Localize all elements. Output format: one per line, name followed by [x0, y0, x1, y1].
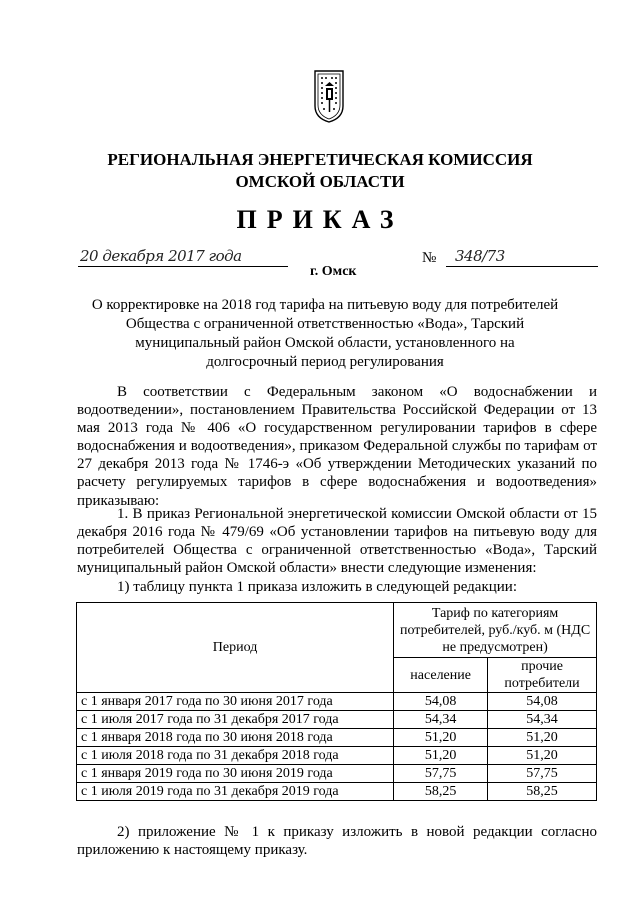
table-row [77, 765, 597, 783]
title-line: О корректировке на 2018 год тарифа на питьевую воду для потребителей [91, 297, 559, 313]
period-cell: с 1 июля 2017 года по 31 декабря 2017 года [77, 711, 394, 729]
table-row [77, 693, 597, 711]
header-other-consumers: прочие потребители [488, 658, 597, 693]
other-tariff-cell: 51,20 [488, 729, 597, 747]
header-tariff: Тариф по категориям потребителей, руб./куб. м (НДС не предусмотрен) [394, 603, 597, 658]
document-type-heading: ПРИКАЗ [236, 205, 404, 234]
title-line: долгосрочный период регулирования [206, 354, 444, 370]
document-title [70, 296, 580, 372]
period-cell: с 1 января 2018 года по 30 июня 2018 года [77, 729, 394, 747]
table-row [77, 783, 597, 801]
city-label: г. Омск [310, 264, 357, 279]
period-cell: с 1 июля 2018 года по 31 декабря 2018 года [77, 747, 394, 765]
population-tariff-cell: 57,75 [394, 765, 488, 783]
population-tariff-cell: 54,08 [394, 693, 488, 711]
subclause-1-paragraph: 1) таблицу пункта 1 приказа изложить в следующей редакции: [117, 579, 517, 595]
title-line: Общества с ограниченной ответственностью «Вода», Тарский [125, 316, 525, 332]
period-cell: с 1 января 2019 года по 30 июня 2019 года [77, 765, 394, 783]
organization-name-line1: РЕГИОНАЛЬНАЯ ЭНЕРГЕТИЧЕСКАЯ КОМИССИЯ [107, 150, 533, 169]
period-cell: с 1 января 2017 года по 30 июня 2017 года [77, 693, 394, 711]
other-tariff-cell: 54,34 [488, 711, 597, 729]
population-tariff-cell: 58,25 [394, 783, 488, 801]
table-row [77, 747, 597, 765]
organization-name-line2: ОМСКОЙ ОБЛАСТИ [235, 172, 405, 191]
other-tariff-cell: 54,08 [488, 693, 597, 711]
population-tariff-cell: 51,20 [394, 729, 488, 747]
other-tariff-cell: 57,75 [488, 765, 597, 783]
title-line: муниципальный район Омской области, установленного на [135, 335, 515, 351]
header-period: Период [77, 603, 394, 693]
other-tariff-cell: 58,25 [488, 783, 597, 801]
header-population: население [394, 658, 488, 693]
tariff-table [76, 602, 597, 801]
subclause-2-paragraph: 2) приложение № 1 к приказу изложить в новой редакции согласно приложению к настоящему приказу. [77, 824, 597, 859]
handwritten-date: 20 декабря 2017 года [80, 247, 242, 265]
preamble-paragraph: В соответствии с Федеральным законом «О водоснабжении и водоотведении», постановлением Правительства Российской Федерации от 13 мая 2013 года № 406 «О государственном регулировании тарифов в сфере водоснабжения и водоотведения», приказом Федеральной службы по тарифам от 27 декабря 2013 года № 1746-э «Об утверждении Методических указаний по расчету регулируемых тарифов в сфере водоснабжения и водоотведения» приказываю: [77, 384, 597, 509]
date-underline [78, 266, 288, 267]
clause-1-paragraph: 1. В приказ Региональной энергетической комиссии Омской области от 15 декабря 2016 года № 479/69 «Об установлении тарифов на питьевую воду для потребителей Общества с ограниченной ответственностью «Вода», Тарский муниципальный район Омской области» внести следующие изменения: [77, 506, 597, 577]
population-tariff-cell: 51,20 [394, 747, 488, 765]
number-label: № [422, 250, 437, 266]
number-underline [446, 266, 598, 267]
population-tariff-cell: 54,34 [394, 711, 488, 729]
table-row [77, 729, 597, 747]
other-tariff-cell: 51,20 [488, 747, 597, 765]
coat-of-arms-emblem [312, 68, 346, 124]
period-cell: с 1 июля 2019 года по 31 декабря 2019 года [77, 783, 394, 801]
table-row [77, 711, 597, 729]
handwritten-number: 348/73 [455, 247, 505, 265]
